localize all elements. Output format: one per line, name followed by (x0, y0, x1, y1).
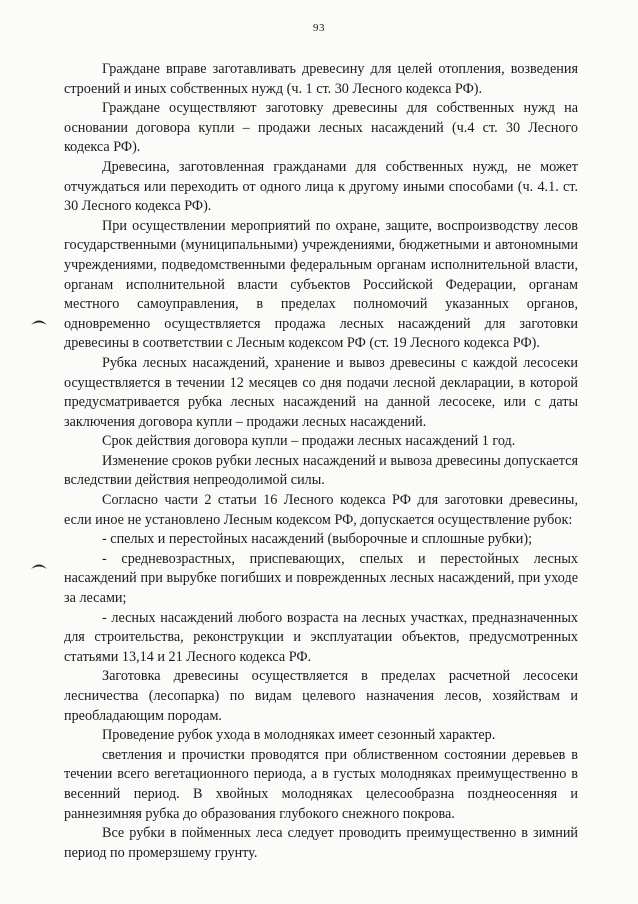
paragraph: Изменение сроков рубки лесных насаждений и вывоза древесины допускается вследствии действия непреодолимой силы. (64, 452, 578, 489)
paragraph: Рубка лесных насаждений, хранение и вывоз древесины с каждой лесосеки осуществляется в течении 12 месяцев со дня подачи лесной декларации, в которой предусматривается рубка лесных насаждений на данной лесосеке, или с даты заключения договора купли – продажи лесных насаждений. (64, 354, 578, 430)
document-body (64, 60, 578, 863)
page-number: 93 (313, 22, 325, 34)
list-item: - лесных насаждений любого возраста на лесных участках, предназначенных для строительства, реконструкции и эксплуатации объектов, предусмотренных статьями 13,14 и 21 Лесного кодекса РФ. (64, 609, 578, 665)
margin-mark-icon (30, 317, 48, 326)
list-item: - средневозрастных, приспевающих, спелых и перестойных лесных насаждений при вырубке погибших и поврежденных лесных насаждений, при уходе за лесами; (64, 550, 578, 607)
paragraph: Заготовка древесины осуществляется в пределах расчетной лесосеки лесничества (лесопарка) по видам целевого назначения лесов, хозяйствам и преобладающим породам. (64, 668, 578, 724)
paragraph: При осуществлении мероприятий по охране, защите, воспроизводству лесов государственными (муниципальными) учреждениями, бюджетными и автономными учреждениями, подведомственными федеральным органам исполнительной власти, органам исполнительной власти субъектов Российской Федерации, органам местного самоуправления, в пределах полномочий указанных органов, одновременно осуществляется продажа лесных насаждений для заготовки древесины в соответствии с Лесным кодексом РФ (ст. 19 Лесного кодекса РФ). (64, 217, 578, 352)
paragraph: Граждане осуществляют заготовку древесины для собственных нужд на основании договора купли – продажи лесных насаждений (ч.4 ст. 30 Лесного кодекса РФ). (64, 100, 578, 156)
paragraph: Срок действия договора купли – продажи лесных насаждений 1 год. (102, 433, 516, 450)
paragraph: Согласно части 2 статьи 16 Лесного кодекса РФ для заготовки древесины, если иное не установлено Лесным кодексом РФ, допускается осуществление рубок: (64, 492, 578, 528)
paragraph: Граждане вправе заготавливать древесину для целей отопления, возведения строений и иных собственных нужд (ч. 1 ст. 30 Лесного кодекса РФ). (64, 61, 578, 97)
list-item: - спелых и перестойных насаждений (выборочные и сплошные рубки); (102, 531, 533, 548)
paragraph: Древесина, заготовленная гражданами для собственных нужд, не может отчуждаться или переходить от одного лица к другому иными способами (ч. 4.1. ст. 30 Лесного кодекса РФ). (64, 158, 578, 215)
paragraph: Все рубки в пойменных леса следует проводить преимущественно в зимний период по промерзшему грунту. (64, 825, 578, 861)
paragraph: светления и прочистки проводятся при облиственном состоянии деревьев в течении всего вегетационного периода, а в густых молодняках преимущественно в весенний период. В хвойных молодняках целесообразна позднеосенняя и раннезимняя рубка до образования глубокого снежного покрова. (64, 746, 578, 822)
paragraph: Проведение рубок ухода в молодняках имеет сезонный характер. (102, 727, 496, 744)
margin-mark-icon (30, 561, 48, 570)
